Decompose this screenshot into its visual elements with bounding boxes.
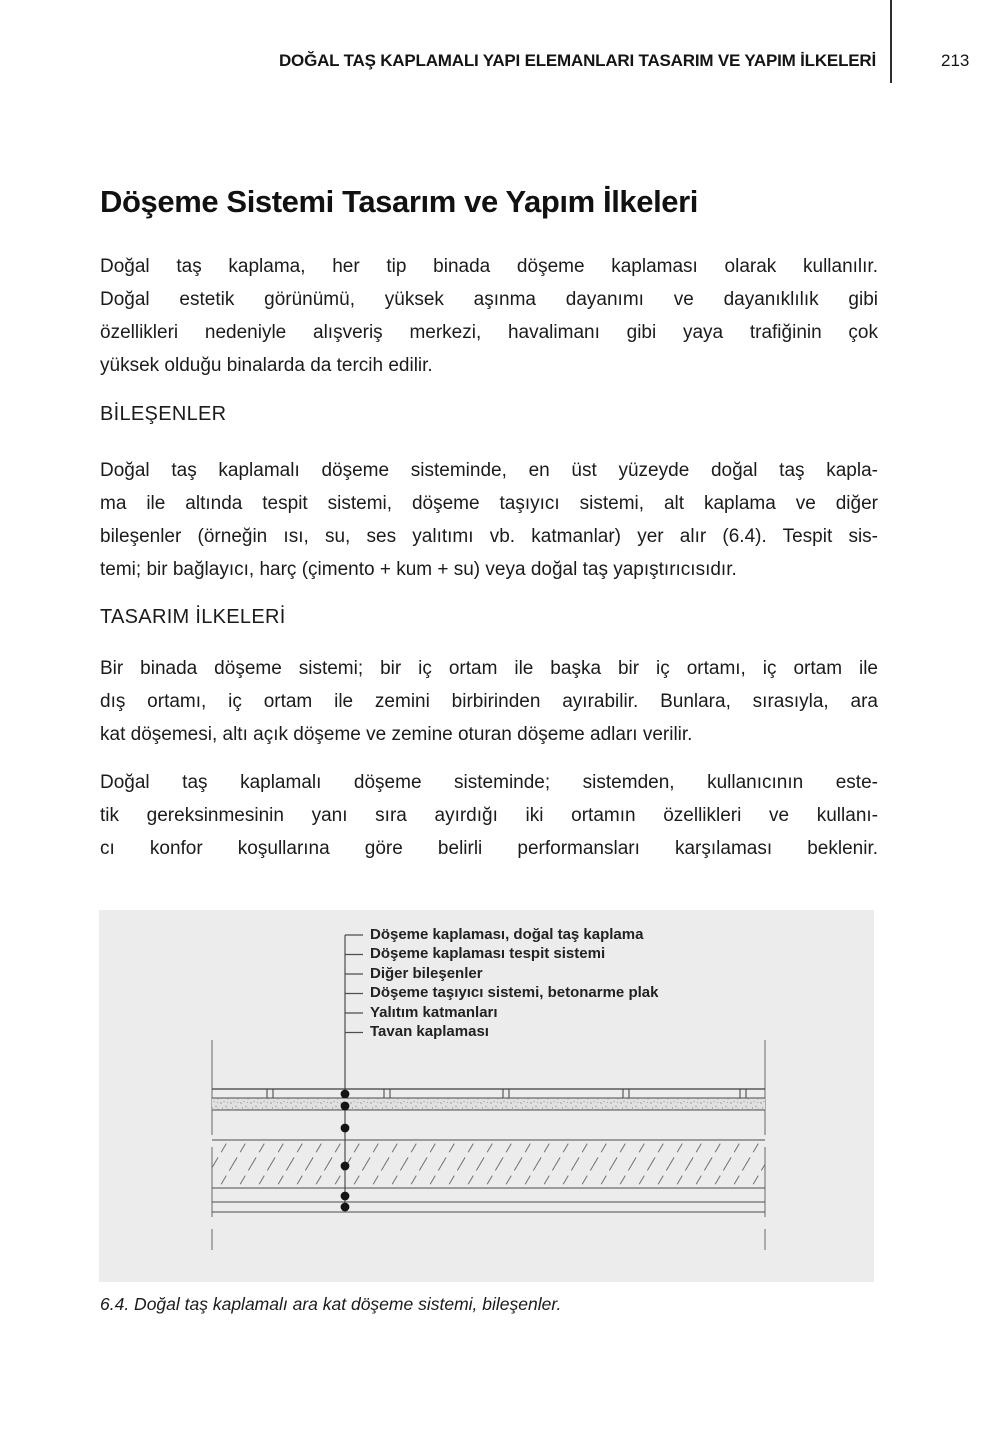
header-divider-rule — [890, 0, 892, 83]
paragraph-line: Doğal taş kaplama, her tip binada döşeme kaplaması olarak kullanılır. — [100, 256, 878, 277]
paragraph-line: ma ile altında tespit sistemi, döşeme taşıyıcı sistemi, alt kaplama ve diğer — [100, 493, 878, 514]
paragraph-line: Doğal taş kaplamalı döşeme sisteminde, en üst yüzeyde doğal taş kapla- — [100, 460, 878, 481]
paragraph-line: özellikleri nedeniyle alışveriş merkezi, havalimanı gibi yaya trafiğinin çok — [100, 322, 878, 343]
paragraph-line: dış ortamı, iç ortam ile zemini birbirinden ayırabilir. Bunlara, sırasıyla, ara — [100, 691, 878, 712]
page-number: 213 — [941, 51, 970, 70]
paragraph-line: kat döşemesi, altı açık döşeme ve zemine oturan döşeme adları verilir. — [100, 724, 693, 745]
figure-label-stone-cladding: Döşeme kaplaması, doğal taş kaplama — [370, 926, 644, 943]
section-heading-design-principles: TASARIM İLKELERİ — [100, 606, 286, 628]
figure-caption: 6.4. Doğal taş kaplamalı ara kat döşeme sistemi, bileşenler. — [100, 1294, 562, 1314]
figure-label-other-components: Diğer bileşenler — [370, 965, 483, 982]
paragraph-line: yüksek olduğu binalarda da tercih edilir. — [100, 355, 433, 376]
paragraph-design-2 — [100, 766, 878, 865]
paragraph-line: cı konfor koşullarına göre belirli performansları karşılaması beklenir. — [100, 838, 878, 859]
figure-label-ceiling: Tavan kaplaması — [370, 1023, 489, 1040]
figure-label-insulation: Yalıtım katmanları — [370, 1004, 498, 1021]
ceiling-cladding-layer — [212, 1202, 765, 1212]
stone-cladding-layer — [212, 1089, 765, 1098]
figure-6-4 — [99, 910, 874, 1282]
paragraph-line: bileşenler (örneğin ısı, su, ses yalıtımı vb. katmanlar) yer alır (6.4). Tespit sis- — [100, 526, 878, 547]
paragraph-line: tik gereksinmesinin yanı sıra ayırdığı iki ortamın özellikleri ve kullanı- — [100, 805, 878, 826]
page-title: Döşeme Sistemi Tasarım ve Yapım İlkeleri — [100, 184, 699, 219]
paragraph-line: temi; bir bağlayıcı, harç (çimento + kum + su) veya doğal taş yapıştırıcısıdır. — [100, 559, 737, 580]
floor-section-diagram — [99, 910, 874, 1282]
mortar-fixing-layer — [212, 1098, 765, 1110]
running-header-title: DOĞAL TAŞ KAPLAMALI YAPI ELEMANLARI TASARIM VE YAPIM İLKELERİ — [278, 51, 876, 70]
concrete-slab-layer — [212, 1140, 765, 1188]
paragraph-intro — [100, 250, 878, 382]
paragraph-line: Doğal estetik görünümü, yüksek aşınma dayanımı ve dayanıklılık gibi — [100, 289, 878, 310]
paragraph-components — [100, 454, 878, 586]
paragraph-design-1 — [100, 652, 878, 751]
figure-label-fixing-system: Döşeme kaplaması tespit sistemi — [370, 945, 606, 962]
section-heading-components: BİLEŞENLER — [100, 403, 227, 425]
paragraph-line: Bir binada döşeme sistemi; bir iç ortam ile başka bir iç ortamı, iç ortam ile — [100, 658, 878, 679]
paragraph-line: Doğal taş kaplamalı döşeme sisteminde; sistemden, kullanıcının este- — [100, 772, 878, 793]
figure-label-slab: Döşeme taşıyıcı sistemi, betonarme plak — [370, 984, 659, 1001]
